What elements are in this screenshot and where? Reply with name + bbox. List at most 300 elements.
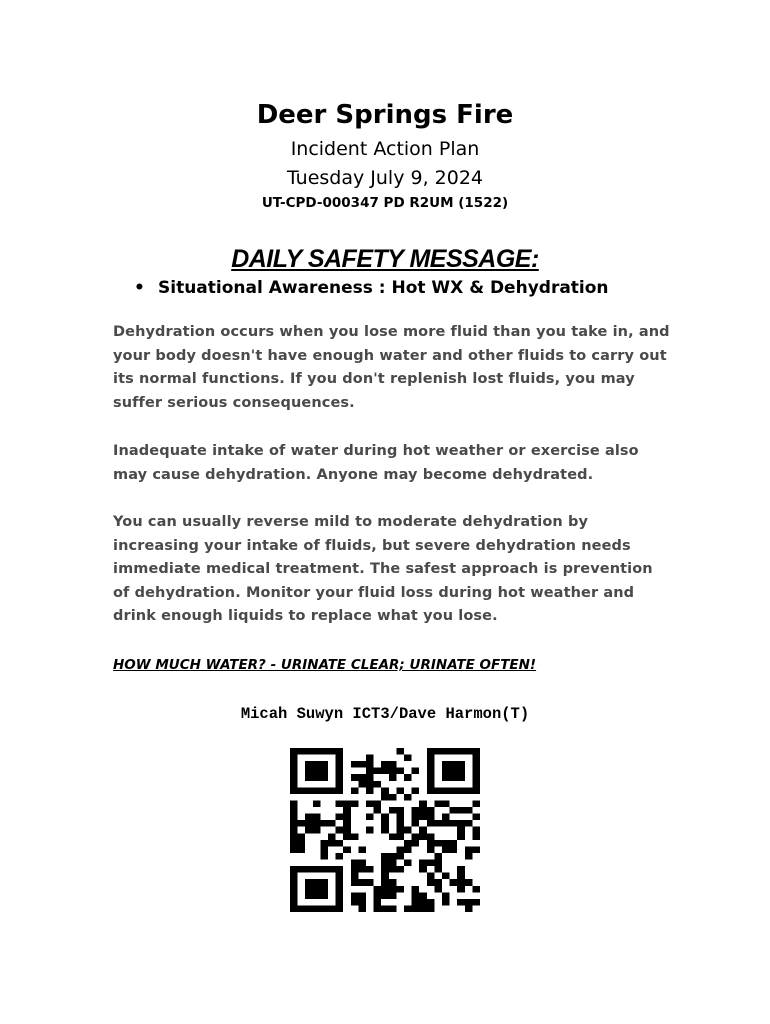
qr-module — [427, 755, 435, 762]
paragraph-dehydration-definition: Dehydration occurs when you lose more fluid than you take in, and your body doesn't have enough water and other fluids to carry out its normal functions. If you don't replenish lost fluids, you may suffer serious consequences. — [113, 324, 670, 411]
qr-module — [457, 879, 465, 886]
qr-module — [313, 748, 321, 755]
qr-module — [290, 873, 298, 880]
qr-module — [305, 905, 313, 912]
qr-module — [366, 814, 374, 821]
qr-module — [320, 748, 328, 755]
qr-module — [389, 761, 397, 768]
paragraph-dehydration-causes: Inadequate intake of water during hot weather or exercise also may cause dehydration. Anyone may become dehydrated. — [113, 443, 639, 483]
qr-module — [450, 879, 458, 886]
qr-module — [389, 860, 397, 867]
qr-module — [412, 787, 420, 794]
qr-module — [396, 807, 404, 814]
qr-module — [351, 866, 359, 873]
qr-module — [351, 761, 359, 768]
qr-module — [320, 846, 328, 853]
qr-module — [366, 866, 374, 873]
qr-module — [450, 748, 458, 755]
qr-module — [419, 807, 427, 814]
qr-module — [313, 774, 321, 781]
qr-module — [358, 866, 366, 873]
qr-module — [328, 787, 336, 794]
qr-module — [472, 748, 480, 755]
qr-module — [305, 879, 313, 886]
qr-module — [336, 840, 344, 847]
qr-module — [434, 787, 442, 794]
qr-module — [320, 787, 328, 794]
qr-module — [442, 820, 450, 827]
incident-code: UT-CPD-000347 PD R2UM (1522) — [261, 195, 509, 211]
qr-module — [450, 820, 458, 827]
qr-module — [434, 748, 442, 755]
qr-module — [358, 879, 366, 886]
qr-module — [472, 787, 480, 794]
qr-module — [336, 748, 344, 755]
qr-module — [298, 840, 306, 847]
qr-module — [419, 866, 427, 873]
qr-module — [290, 787, 298, 794]
qr-module — [290, 800, 298, 807]
qr-module — [336, 879, 344, 886]
qr-module — [434, 853, 442, 860]
safety-message-heading: DAILY SAFETY MESSAGE: — [231, 245, 539, 273]
qr-module — [351, 899, 359, 906]
qr-module — [457, 768, 465, 775]
qr-module — [427, 860, 435, 867]
qr-module — [328, 820, 336, 827]
qr-module — [305, 814, 313, 821]
qr-module — [389, 807, 397, 814]
qr-module — [290, 827, 298, 834]
qr-module — [427, 840, 435, 847]
qr-module — [381, 787, 389, 794]
topic-text: Situational Awareness : Hot WX & Dehydration — [158, 278, 609, 298]
qr-module — [389, 866, 397, 873]
qr-module — [412, 892, 420, 899]
qr-module — [290, 820, 298, 827]
qr-module — [290, 748, 298, 755]
qr-module — [336, 905, 344, 912]
qr-module — [351, 800, 359, 807]
qr-module — [298, 866, 306, 873]
bullet-point-icon: • — [134, 278, 145, 298]
qr-module — [381, 866, 389, 873]
topic-bullet — [134, 276, 609, 300]
qr-module — [434, 866, 442, 873]
qr-module — [366, 761, 374, 768]
qr-module — [472, 761, 480, 768]
qr-module — [374, 781, 382, 788]
qr-module — [290, 905, 298, 912]
qr-module — [320, 905, 328, 912]
qr-module — [465, 899, 473, 906]
qr-module — [298, 833, 306, 840]
qr-module — [366, 827, 374, 834]
qr-module — [336, 892, 344, 899]
qr-module — [412, 814, 420, 821]
qr-module — [389, 853, 397, 860]
qr-module — [442, 761, 450, 768]
qr-module — [328, 840, 336, 847]
qr-module — [396, 886, 404, 893]
qr-module — [457, 820, 465, 827]
qr-module — [343, 827, 351, 834]
qr-module — [472, 814, 480, 821]
qr-module — [427, 787, 435, 794]
qr-module — [381, 905, 389, 912]
qr-module — [450, 846, 458, 853]
qr-module — [381, 853, 389, 860]
qr-module — [457, 886, 465, 893]
qr-module — [336, 768, 344, 775]
qr-module — [389, 774, 397, 781]
qr-module — [351, 787, 359, 794]
qr-module — [427, 905, 435, 912]
qr-module — [351, 892, 359, 899]
document-date: Tuesday July 9, 2024 — [286, 167, 484, 189]
qr-module — [389, 794, 397, 801]
qr-module — [412, 807, 420, 814]
qr-module — [434, 840, 442, 847]
qr-module — [366, 755, 374, 762]
qr-module — [290, 807, 298, 814]
qr-module — [290, 761, 298, 768]
qr-module — [351, 860, 359, 867]
qr-module — [351, 774, 359, 781]
qr-module — [396, 814, 404, 821]
qr-module — [320, 768, 328, 775]
qr-module — [305, 827, 313, 834]
qr-module — [374, 800, 382, 807]
qr-module — [320, 886, 328, 893]
qr-module — [442, 814, 450, 821]
qr-module — [328, 833, 336, 840]
qr-module — [419, 800, 427, 807]
qr-module — [358, 761, 366, 768]
document-title: Deer Springs Fire — [256, 100, 514, 130]
water-guidance-callout: HOW MUCH WATER? - URINATE CLEAR; URINATE OFTEN! — [113, 657, 537, 673]
qr-module — [366, 781, 374, 788]
qr-module — [290, 886, 298, 893]
qr-module — [336, 853, 344, 860]
qr-module — [298, 905, 306, 912]
qr-module — [427, 873, 435, 880]
qr-module — [305, 820, 313, 827]
qr-module — [298, 820, 306, 827]
qr-module — [313, 787, 321, 794]
qr-module — [465, 846, 473, 853]
qr-module — [374, 899, 382, 906]
qr-module — [442, 892, 450, 899]
qr-module — [290, 899, 298, 906]
qr-module — [320, 853, 328, 860]
qr-module — [358, 905, 366, 912]
qr-module — [465, 748, 473, 755]
qr-module — [396, 846, 404, 853]
qr-module — [328, 905, 336, 912]
qr-module — [358, 860, 366, 867]
qr-module — [465, 879, 473, 886]
document-subtitle: Incident Action Plan — [290, 138, 480, 160]
qr-module — [381, 873, 389, 880]
qr-module — [298, 748, 306, 755]
qr-module — [465, 807, 473, 814]
qr-module — [381, 886, 389, 893]
qr-module — [374, 768, 382, 775]
qr-module — [320, 892, 328, 899]
qr-module — [328, 748, 336, 755]
qr-module — [412, 840, 420, 847]
qr-module — [404, 774, 412, 781]
qr-module — [412, 768, 420, 775]
qr-module — [374, 886, 382, 893]
qr-module — [336, 827, 344, 834]
qr-module — [313, 761, 321, 768]
qr-module — [366, 774, 374, 781]
qr-module — [358, 846, 366, 853]
qr-module — [472, 768, 480, 775]
qr-module — [427, 820, 435, 827]
qr-module — [434, 800, 442, 807]
qr-module — [442, 774, 450, 781]
qr-module — [457, 827, 465, 834]
qr-module — [320, 840, 328, 847]
qr-module — [343, 820, 351, 827]
qr-module — [358, 774, 366, 781]
qr-module — [457, 787, 465, 794]
qr-module — [457, 761, 465, 768]
qr-module — [396, 833, 404, 840]
qr-module — [374, 807, 382, 814]
qr-module — [336, 873, 344, 880]
qr-module — [305, 866, 313, 873]
qr-module — [442, 800, 450, 807]
qr-module — [298, 846, 306, 853]
qr-module — [328, 866, 336, 873]
qr-module — [457, 833, 465, 840]
qr-module — [290, 755, 298, 762]
qr-module — [472, 899, 480, 906]
qr-module — [336, 774, 344, 781]
qr-module — [442, 899, 450, 906]
qr-module — [442, 873, 450, 880]
qr-module — [396, 768, 404, 775]
qr-module — [389, 768, 397, 775]
qr-module — [419, 860, 427, 867]
qr-module — [343, 814, 351, 821]
qr-module — [427, 807, 435, 814]
qr-module — [472, 827, 480, 834]
qr-module — [313, 866, 321, 873]
qr-module — [389, 886, 397, 893]
paragraph-dehydration-treatment: You can usually reverse mild to moderate dehydration by increasing your intake of fluids, but severe dehydration needs immediate medical treatment. The safest approach is prevention of dehydration. Monitor your fluid loss during hot weather and drink enough liquids to replace what you lose. — [113, 514, 653, 624]
qr-module — [313, 768, 321, 775]
qr-module — [419, 905, 427, 912]
qr-module — [343, 846, 351, 853]
qr-module — [450, 774, 458, 781]
qr-module — [472, 781, 480, 788]
qr-module — [290, 840, 298, 847]
qr-module — [427, 899, 435, 906]
qr-module — [465, 820, 473, 827]
qr-module — [472, 886, 480, 893]
qr-module — [457, 807, 465, 814]
qr-module — [358, 781, 366, 788]
qr-module — [305, 892, 313, 899]
qr-module — [290, 774, 298, 781]
qr-module — [381, 827, 389, 834]
qr-module — [427, 748, 435, 755]
qr-module — [434, 879, 442, 886]
qr-module — [305, 886, 313, 893]
qr-module — [320, 866, 328, 873]
qr-module — [366, 787, 374, 794]
qr-module — [412, 899, 420, 906]
qr-module — [336, 800, 344, 807]
qr-module — [427, 781, 435, 788]
qr-module — [434, 820, 442, 827]
qr-module — [457, 774, 465, 781]
qr-module — [465, 853, 473, 860]
qr-module — [412, 905, 420, 912]
qr-module — [381, 820, 389, 827]
qr-module — [336, 787, 344, 794]
qr-module — [313, 905, 321, 912]
qr-module — [358, 892, 366, 899]
qr-module — [389, 879, 397, 886]
qr-module — [427, 846, 435, 853]
qr-module — [305, 768, 313, 775]
qr-module — [290, 879, 298, 886]
qr-module — [351, 873, 359, 880]
qr-module — [457, 748, 465, 755]
qr-module — [442, 787, 450, 794]
qr-module — [404, 846, 412, 853]
signature-line: Micah Suwyn ICT3/Dave Harmon(T) — [240, 705, 530, 723]
qr-module — [419, 892, 427, 899]
qr-module — [427, 768, 435, 775]
qr-module — [336, 761, 344, 768]
qr-module — [465, 905, 473, 912]
qr-module — [450, 761, 458, 768]
qr-module — [381, 879, 389, 886]
qr-module — [366, 768, 374, 775]
qr-module — [290, 781, 298, 788]
qr-module — [305, 761, 313, 768]
qr-module — [450, 807, 458, 814]
qr-module — [343, 800, 351, 807]
qr-module — [404, 794, 412, 801]
qr-module — [442, 840, 450, 847]
qr-module — [351, 879, 359, 886]
qr-module — [450, 840, 458, 847]
qr-module — [389, 833, 397, 840]
qr-module — [336, 755, 344, 762]
qr-module — [343, 807, 351, 814]
qr-module — [427, 879, 435, 886]
qr-module — [313, 879, 321, 886]
qr-module — [313, 827, 321, 834]
qr-module — [404, 860, 412, 867]
qr-module — [381, 761, 389, 768]
qr-module — [396, 853, 404, 860]
qr-module — [427, 833, 435, 840]
qr-module — [305, 748, 313, 755]
qr-module — [336, 866, 344, 873]
qr-module — [305, 787, 313, 794]
qr-module — [313, 814, 321, 821]
qr-module — [298, 787, 306, 794]
qr-module — [290, 892, 298, 899]
qr-module — [343, 833, 351, 840]
qr-module — [419, 827, 427, 834]
qr-module — [419, 899, 427, 906]
qr-module — [472, 800, 480, 807]
qr-module — [396, 866, 404, 873]
qr-module — [290, 846, 298, 853]
qr-module — [457, 899, 465, 906]
qr-module — [336, 886, 344, 893]
qr-module — [450, 787, 458, 794]
qr-module — [396, 827, 404, 834]
qr-module — [389, 892, 397, 899]
qr-module — [366, 800, 374, 807]
qr-module — [358, 899, 366, 906]
qr-module — [290, 866, 298, 873]
qr-module — [381, 814, 389, 821]
qr-module — [381, 892, 389, 899]
qr-module — [381, 794, 389, 801]
qr-module — [389, 905, 397, 912]
qr-module — [290, 768, 298, 775]
qr-module — [313, 820, 321, 827]
qr-module — [290, 833, 298, 840]
qr-module — [404, 905, 412, 912]
qr-module — [374, 905, 382, 912]
qr-module — [381, 860, 389, 867]
qr-module — [404, 840, 412, 847]
qr-module — [472, 833, 480, 840]
qr-module — [427, 814, 435, 821]
qr-code-icon — [290, 748, 480, 912]
qr-module — [396, 787, 404, 794]
qr-module — [472, 755, 480, 762]
qr-module — [305, 774, 313, 781]
qr-module — [442, 748, 450, 755]
qr-module — [320, 774, 328, 781]
qr-module — [427, 761, 435, 768]
qr-module — [313, 800, 321, 807]
qr-module — [412, 886, 420, 893]
qr-module — [412, 820, 420, 827]
qr-module — [313, 892, 321, 899]
qr-module — [313, 886, 321, 893]
qr-module — [404, 827, 412, 834]
qr-module — [472, 774, 480, 781]
qr-module — [427, 774, 435, 781]
qr-module — [351, 833, 359, 840]
qr-module — [336, 899, 344, 906]
qr-module — [320, 820, 328, 827]
qr-module — [442, 846, 450, 853]
qr-module — [396, 748, 404, 755]
qr-module — [434, 860, 442, 867]
qr-module — [336, 781, 344, 788]
qr-module — [472, 846, 480, 853]
qr-module — [434, 886, 442, 893]
qr-module — [419, 833, 427, 840]
qr-module — [320, 761, 328, 768]
